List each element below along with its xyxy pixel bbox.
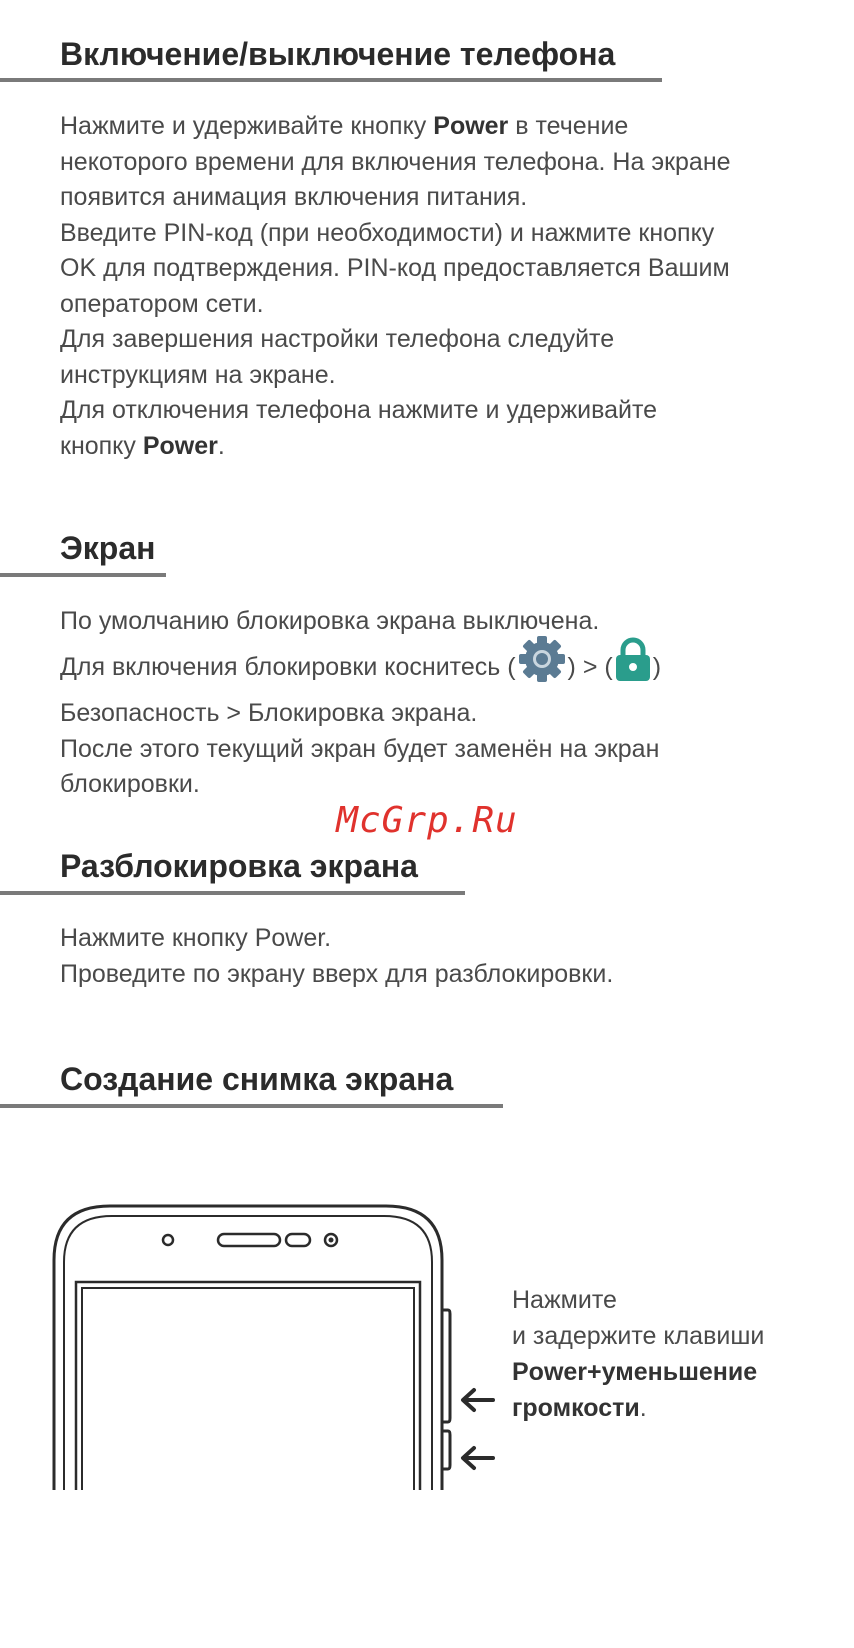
lock-icon (613, 636, 653, 693)
text-line: Power+уменьшение (512, 1358, 758, 1386)
text-line: инструкциям на экране. (60, 360, 336, 389)
text-line: блокировки. (60, 770, 200, 798)
heading-rule (0, 1104, 503, 1108)
camera-lens (329, 1238, 334, 1243)
watermark: McGrp.Ru (336, 800, 518, 841)
heading-unlock: Разблокировка экрана (60, 848, 418, 884)
screen-body (60, 604, 820, 803)
text-line: Нажмите кнопку Power. (60, 924, 332, 952)
phone-illustration (0, 1190, 520, 1500)
gear-icon (516, 636, 568, 693)
text-line: Нажмите и удерживайте кнопку Power в течение (60, 112, 629, 140)
text-line: OK для подтверждения. PIN-код предоставляется Вашим (60, 254, 730, 282)
text-line: Для включения блокировки коснитесь ( ) > ( ) (60, 640, 820, 697)
heading-rule (0, 891, 465, 895)
text-line: После этого текущий экран будет заменён на экран (60, 734, 660, 763)
text-line: Безопасность > Блокировка экрана. (60, 699, 478, 727)
text-line: Для отключения телефона нажмите и удерживайте (60, 396, 658, 424)
heading-rule (0, 573, 166, 577)
power-body (60, 109, 820, 464)
text-line: По умолчанию блокировка экрана выключена. (60, 607, 600, 635)
text-line: громкости. (512, 1394, 647, 1422)
text-line: некоторого времени для включения телефона. На экране (60, 147, 731, 176)
text-line: и задержите клавиши (512, 1322, 765, 1350)
text-line: Нажмите (512, 1286, 617, 1314)
text-line: Для завершения настройки телефона следуйте (60, 325, 615, 353)
text-line: появится анимация включения питания. (60, 183, 528, 211)
screenshot-note (512, 1282, 764, 1426)
heading-rule (0, 78, 662, 82)
text-line: оператором сети. (60, 289, 264, 318)
heading-screen: Экран (60, 530, 156, 566)
text-line: Проведите по экрану вверх для разблокировки. (60, 959, 614, 988)
text-line: кнопку Power. (60, 431, 225, 460)
text-line: Введите PIN-код (при необходимости) и нажмите кнопку (60, 218, 715, 247)
heading-power: Включение/выключение телефона (60, 36, 616, 72)
unlock-body (60, 921, 820, 992)
heading-screenshot: Создание снимка экрана (60, 1061, 454, 1097)
